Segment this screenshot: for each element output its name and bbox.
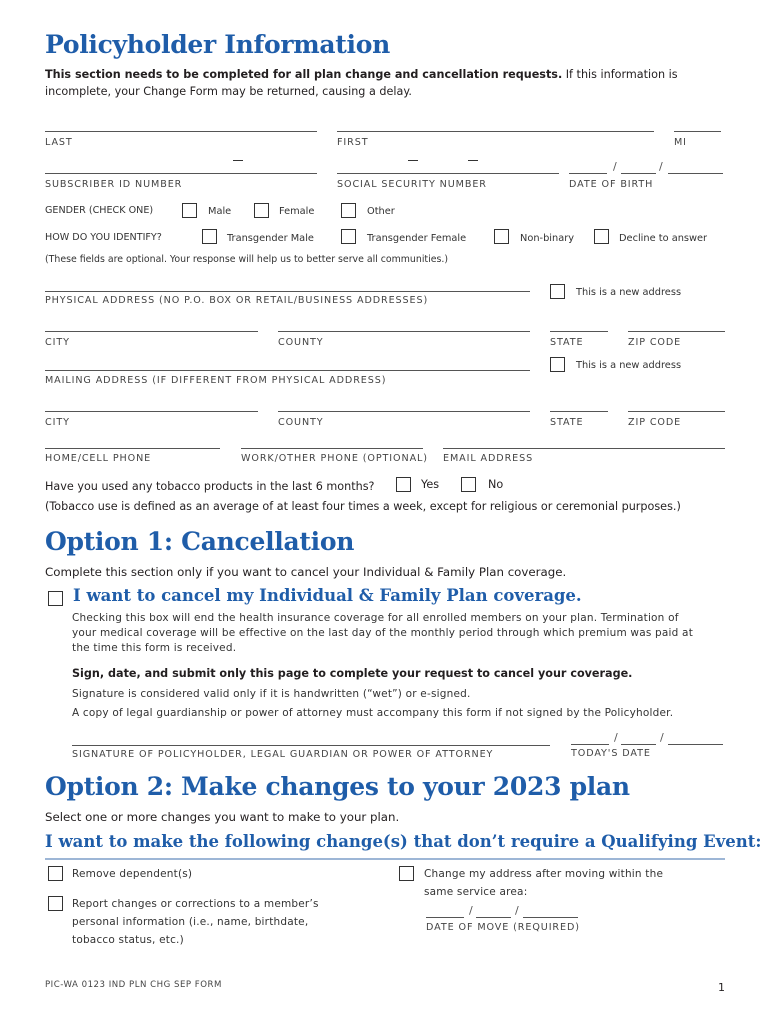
city-label-1: CITY (45, 337, 70, 348)
state-label-1: STATE (550, 337, 584, 348)
ssn-line[interactable] (337, 173, 559, 174)
identify-decline-checkbox[interactable] (594, 229, 609, 244)
county-line-2[interactable] (278, 411, 530, 412)
identify-nonbinary-label: Non-binary (520, 233, 575, 244)
identify-decline-label: Decline to answer (619, 233, 708, 244)
physical-address-label: PHYSICAL ADDRESS (NO P.O. BOX OR RETAIL/BUSINESS ADDRESSES) (45, 295, 429, 306)
move-year-line[interactable] (523, 917, 578, 918)
option2-heading: I want to make the following change(s) that don’t require a Qualifying Event: (45, 832, 762, 851)
last-label: LAST (45, 137, 73, 148)
zip-label-1: ZIP CODE (628, 337, 682, 348)
county-line-1[interactable] (278, 331, 530, 332)
tobacco-question: Have you used any tobacco products in the last 6 months? (45, 480, 375, 493)
work-phone-line[interactable] (241, 448, 423, 449)
page-title: Policyholder Information (45, 30, 390, 59)
change-address-label-2: same service area: (424, 886, 528, 898)
intro-bold: This section needs to be completed for all plan change and cancellation requests. (45, 68, 563, 81)
gender-male-label: Male (208, 206, 232, 217)
change-address-label-1: Change my address after moving within the (424, 868, 664, 880)
slash: / (614, 731, 618, 744)
option1-subtitle: Complete this section only if you want to cancel your Individual & Family Plan coverage. (45, 565, 567, 579)
work-phone-label: WORK/OTHER PHONE (OPTIONAL) (241, 453, 428, 464)
report-changes-label-3: tobacco status, etc.) (72, 934, 184, 946)
dob-day-line[interactable] (621, 173, 656, 174)
zip-line-2[interactable] (628, 411, 725, 412)
sign-note-1: Signature is considered valid only if it is handwritten (“wet”) or e-signed. (72, 688, 471, 700)
tobacco-yes-checkbox[interactable] (396, 477, 411, 492)
subscriber-id-line[interactable] (45, 173, 317, 174)
slash: / (660, 731, 664, 744)
gender-other-label: Other (367, 206, 395, 217)
move-day-line[interactable] (476, 917, 511, 918)
dob-year-line[interactable] (668, 173, 723, 174)
cancel-desc-1: Checking this box will end the health insurance coverage for all enrolled members on your plan. Termination of (72, 612, 679, 624)
signature-label: SIGNATURE OF POLICYHOLDER, LEGAL GUARDIAN OR POWER OF ATTORNEY (72, 749, 494, 760)
gender-female-label: Female (279, 206, 315, 217)
city-label-2: CITY (45, 417, 70, 428)
email-label: EMAIL ADDRESS (443, 453, 534, 464)
remove-dependents-checkbox[interactable] (48, 866, 63, 881)
dash (233, 160, 243, 161)
county-label-2: COUNTY (278, 417, 324, 428)
slash: / (515, 904, 519, 917)
date-of-move-label: DATE OF MOVE (REQUIRED) (426, 922, 580, 933)
first-name-line[interactable] (337, 131, 654, 132)
mi-label: MI (674, 137, 687, 148)
signature-line[interactable] (72, 745, 550, 746)
remove-dependents-label: Remove dependent(s) (72, 868, 193, 880)
report-changes-label-2: personal information (i.e., name, birthdate, (72, 916, 309, 928)
gender-male-checkbox[interactable] (182, 203, 197, 218)
new-address-label-1: This is a new address (576, 287, 682, 298)
gender-other-checkbox[interactable] (341, 203, 356, 218)
state-label-2: STATE (550, 417, 584, 428)
today-month-line[interactable] (571, 744, 609, 745)
city-line-1[interactable] (45, 331, 258, 332)
optional-note: (These fields are optional. Your response will help us to better serve all communities.) (45, 254, 448, 265)
identify-trans-male-label: Transgender Male (227, 233, 314, 244)
new-address-label-2: This is a new address (576, 360, 682, 371)
today-day-line[interactable] (621, 744, 656, 745)
move-month-line[interactable] (426, 917, 464, 918)
tobacco-yes-label: Yes (421, 478, 440, 491)
gender-female-checkbox[interactable] (254, 203, 269, 218)
tobacco-no-checkbox[interactable] (461, 477, 476, 492)
new-address-checkbox-2[interactable] (550, 357, 565, 372)
cancel-desc-2: your medical coverage will be effective on the last day of the monthly period through which premium was paid at (72, 627, 694, 639)
intro-rest: If this information is incomplete, your Change Form may be returned, causing a delay. (45, 68, 678, 98)
zip-label-2: ZIP CODE (628, 417, 682, 428)
new-address-checkbox-1[interactable] (550, 284, 565, 299)
today-date-label: TODAY'S DATE (571, 748, 651, 759)
state-line-2[interactable] (550, 411, 608, 412)
first-label: FIRST (337, 137, 369, 148)
cancel-coverage-checkbox[interactable] (48, 591, 63, 606)
email-line[interactable] (443, 448, 725, 449)
gender-label: GENDER (CHECK ONE) (45, 205, 154, 216)
city-line-2[interactable] (45, 411, 258, 412)
dash (468, 160, 478, 161)
home-phone-label: HOME/CELL PHONE (45, 453, 152, 464)
cancel-coverage-label: I want to cancel my Individual & Family Plan coverage. (73, 586, 582, 605)
mi-line[interactable] (674, 131, 721, 132)
slash: / (469, 904, 473, 917)
form-id: PIC-WA 0123 IND PLN CHG SEP FORM (45, 980, 222, 990)
zip-line-1[interactable] (628, 331, 725, 332)
option2-subtitle: Select one or more changes you want to make to your plan. (45, 810, 400, 824)
dob-label: DATE OF BIRTH (569, 179, 654, 190)
last-name-line[interactable] (45, 131, 317, 132)
state-line-1[interactable] (550, 331, 608, 332)
mailing-address-line[interactable] (45, 370, 530, 371)
subscriber-id-label: SUBSCRIBER ID NUMBER (45, 179, 183, 190)
identify-label: HOW DO YOU IDENTIFY? (45, 232, 162, 243)
identify-trans-male-checkbox[interactable] (202, 229, 217, 244)
tobacco-no-label: No (488, 478, 504, 491)
county-label-1: COUNTY (278, 337, 324, 348)
identify-nonbinary-checkbox[interactable] (494, 229, 509, 244)
option1-title: Option 1: Cancellation (45, 527, 355, 556)
slash: / (659, 160, 663, 173)
section-divider (45, 858, 725, 860)
page-number: 1 (718, 981, 725, 994)
mailing-address-label: MAILING ADDRESS (IF DIFFERENT FROM PHYSICAL ADDRESS) (45, 375, 387, 386)
report-changes-label-1: Report changes or corrections to a member’s (72, 898, 319, 910)
identify-trans-female-label: Transgender Female (367, 233, 467, 244)
home-phone-line[interactable] (45, 448, 220, 449)
sign-instruction: Sign, date, and submit only this page to complete your request to cancel your coverage. (72, 667, 633, 680)
today-year-line[interactable] (668, 744, 723, 745)
tobacco-definition: (Tobacco use is defined as an average of at least four times a week, except for religious or ceremonial purposes.) (45, 500, 681, 513)
dash (408, 160, 418, 161)
slash: / (613, 160, 617, 173)
change-address-checkbox[interactable] (399, 866, 414, 881)
report-changes-checkbox[interactable] (48, 896, 63, 911)
dob-month-line[interactable] (569, 173, 607, 174)
physical-address-line[interactable] (45, 291, 530, 292)
cancel-desc-3: the time this form is received. (72, 642, 237, 654)
sign-note-2: A copy of legal guardianship or power of attorney must accompany this form if not signed by the Policyholder. (72, 707, 674, 719)
intro-text (45, 66, 735, 100)
identify-trans-female-checkbox[interactable] (341, 229, 356, 244)
option2-title: Option 2: Make changes to your 2023 plan (45, 772, 630, 801)
ssn-label: SOCIAL SECURITY NUMBER (337, 179, 487, 190)
